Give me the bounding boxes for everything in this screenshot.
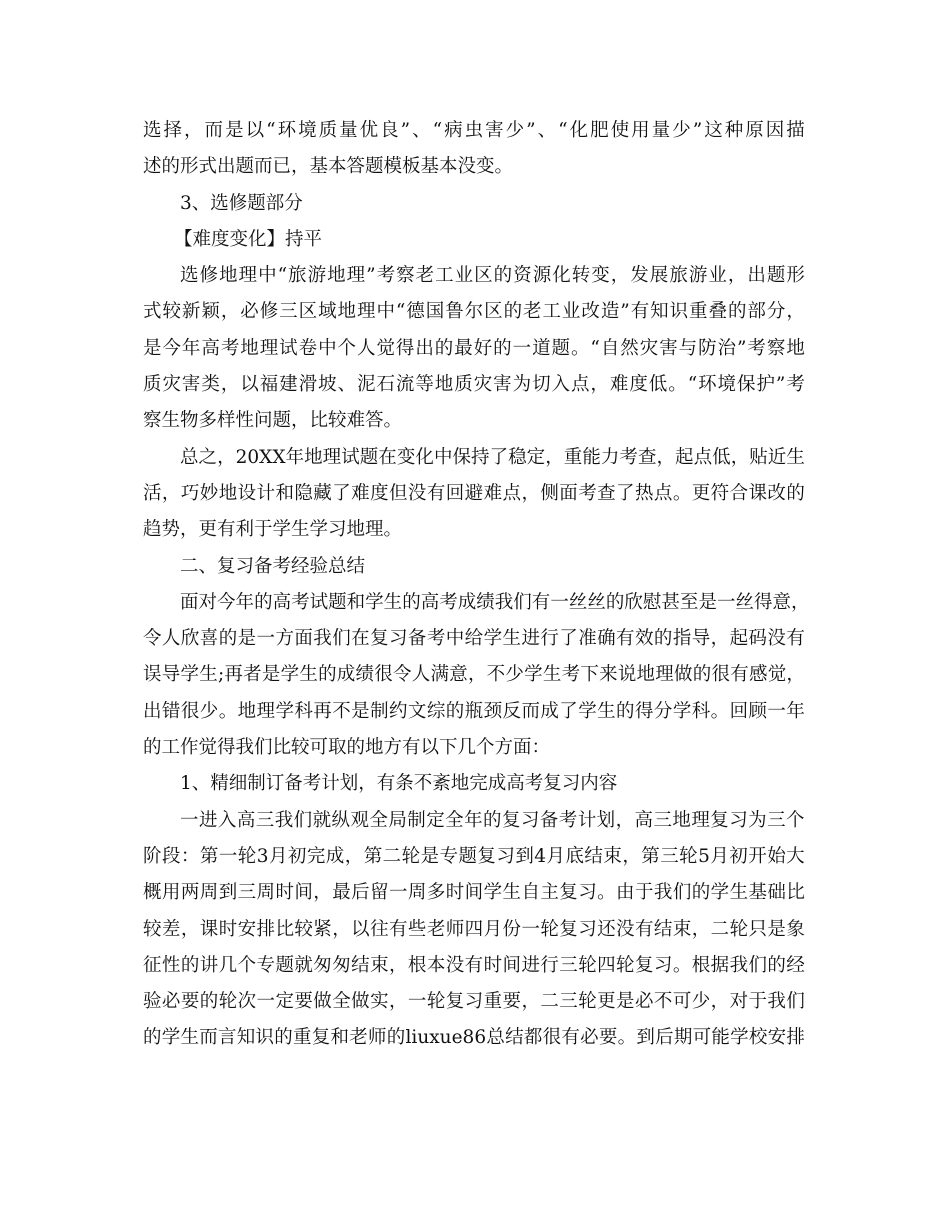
paragraph-line: 误 导 学 生 ; 再 者 是 学 生 的 成 绩 很 令 人 满 意 ， 不 少 学 生 考 下 来 说 地 理 做 的 很 有 感 觉 ， (143, 664, 805, 686)
paragraph-line: 出 错 很 少 。 地 理 学 科 再 不 是 制 约 文 综 的 瓶 颈 反 而 成 了 学 生 的 得 分 学 科 。 回 顾 一 年 (143, 700, 805, 722)
paragraph-line: 的 学 生 而 言 知 识 的 重 复 和 老 师 的 liuxue86 总 结 都 很 有 必 要 。 到 后 期 可 能 学 校 安 排 (143, 1027, 805, 1049)
paragraph-line: 3、选修题部分 (180, 192, 303, 214)
paragraph-line: 一 进 入 高 三 我 们 就 纵 观 全 局 制 定 全 年 的 复 习 备 考 计 划 ， 高 三 地 理 复 习 为 三 个 (180, 809, 805, 831)
document-body (143, 113, 810, 1057)
paragraph-line: 1、精细制订备考计划，有条不紊地完成高考复习内容 (180, 773, 618, 795)
paragraph-line: 阶 段 ： 第 一 轮 3 月 初 完 成 ， 第 二 轮 是 专 题 复 习 到 4 月 底 结 束 ， 第 三 轮 5 月 初 开 始 大 (143, 845, 805, 867)
paragraph-line: 选 修 地 理 中 “ 旅 游 地 理 ” 考 察 老 工 业 区 的 资 源 化 转 变 ， 发 展 旅 游 业 ， 出 题 形 (180, 265, 805, 287)
paragraph-line: 【难度变化】持平 (174, 228, 323, 250)
paragraph-line: 二、复习备考经验总结 (180, 555, 366, 577)
paragraph-line: 质 灾 害 类 ， 以 福 建 滑 坡 、 泥 石 流 等 地 质 灾 害 为 切 入 点 ， 难 度 低 。 “ 环 境 保 护 ” 考 (143, 374, 805, 396)
paragraph-line: 面 对 今 年 的 高 考 试 题 和 学 生 的 高 考 成 绩 我 们 有 一 丝 丝 的 欣 慰 甚 至 是 一 丝 得 意 ， (180, 591, 810, 613)
paragraph-line: 活 ， 巧 妙 地 设 计 和 隐 藏 了 难 度 但 没 有 回 避 难 点 ， 侧 面 考 查 了 热 点 。 更 符 合 课 改 的 (143, 482, 805, 504)
paragraph-line: 述的形式出题而已，基本答题模板基本没变。 (143, 156, 514, 178)
paragraph-line: 选 择 ， 而 是 以 “ 环 境 质 量 优 良 ” 、 “ 病 虫 害 少 ” 、 “ 化 肥 使 用 量 少 ” 这 种 原 因 描 (143, 120, 805, 141)
paragraph-line: 概 用 两 周 到 三 周 时 间 ， 最 后 留 一 周 多 时 间 学 生 自 主 复 习 。 由 于 我 们 的 学 生 基 础 比 (143, 882, 805, 904)
paragraph-line: 征 性 的 讲 几 个 专 题 就 匆 匆 结 束 ， 根 本 没 有 时 间 进 行 三 轮 四 轮 复 习 。 根 据 我 们 的 经 (143, 954, 805, 976)
paragraph-line: 令 人 欣 喜 的 是 一 方 面 我 们 在 复 习 备 考 中 给 学 生 进 行 了 准 确 有 效 的 指 导 ， 起 码 没 有 (143, 628, 805, 650)
paragraph-line: 式 较 新 颖 ， 必 修 三 区 域 地 理 中 “ 德 国 鲁 尔 区 的 老 工 业 改 造 ” 有 知 识 重 叠 的 部 分 ， (143, 301, 805, 323)
paragraph-line: 的工作觉得我们比较可取的地方有以下几个方面： (143, 737, 551, 759)
paragraph-line: 趋势，更有利于学生学习地理。 (143, 519, 403, 541)
paragraph-line: 较 差 ， 课 时 安 排 比 较 紧 ， 以 往 有 些 老 师 四 月 份 一 轮 复 习 还 没 有 结 束 ， 二 轮 只 是 象 (143, 918, 805, 940)
paragraph-line: 验 必 要 的 轮 次 一 定 要 做 全 做 实 ， 一 轮 复 习 重 要 ， 二 三 轮 更 是 必 不 可 少 ， 对 于 我 们 (143, 991, 805, 1013)
paragraph-line: 是 今 年 高 考 地 理 试 卷 中 个 人 觉 得 出 的 最 好 的 一 道 题 。 “ 自 然 灾 害 与 防 治 ” 考 察 地 (143, 337, 805, 359)
paragraph-line: 察生物多样性问题，比较难答。 (143, 410, 403, 432)
paragraph-line: 总 之 ， 20XX 年 地 理 试 题 在 变 化 中 保 持 了 稳 定 ， 重 能 力 考 查 ， 起 点 低 ， 贴 近 生 (180, 446, 805, 468)
